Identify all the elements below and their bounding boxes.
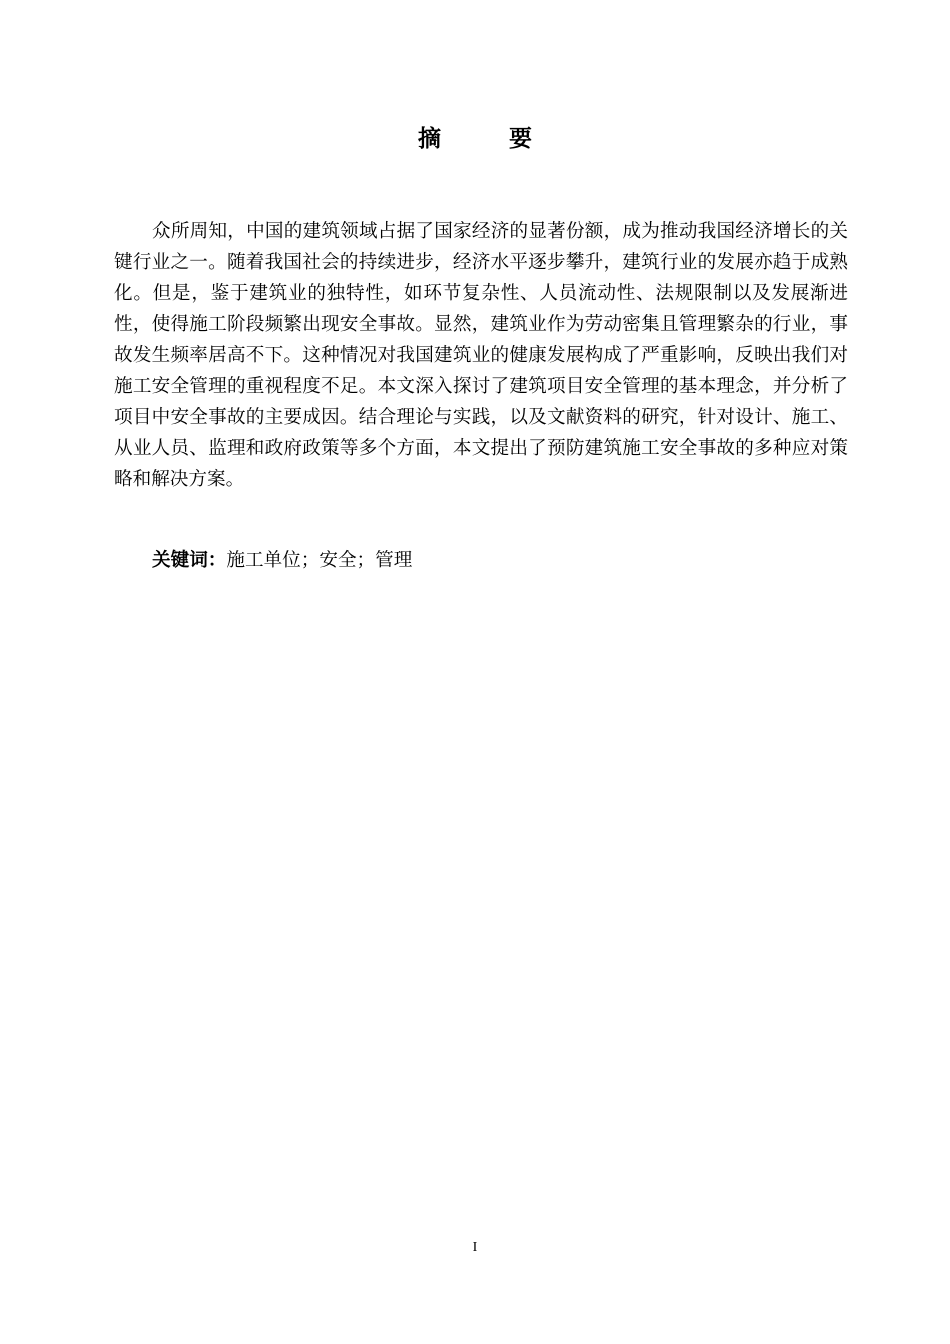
page-number: I [472, 1240, 478, 1255]
keywords-label: 关键词： [152, 550, 227, 571]
keywords-values: 施工单位；安全；管理 [226, 550, 413, 571]
keywords-line [152, 545, 848, 576]
abstract-paragraph: 众所周知，中国的建筑领域占据了国家经济的显著份额，成为推动我国经济增长的关键行业之一。随着我国社会的持续进步，经济水平逐步攀升，建筑行业的发展亦趋于成熟化。但是，鉴于建筑业的独特性，如环节复杂性、人员流动性、法规限制以及发展渐进性，使得施工阶段频繁出现安全事故。显然，建筑业作为劳动密集且管理繁杂的行业，事故发生频率居高不下。这种情况对我国建筑业的健康发展构成了严重影响，反映出我们对施工安全管理的重视程度不足。本文深入探讨了建筑项目安全管理的基本理念，并分析了项目中安全事故的主要成因。结合理论与实践，以及文献资料的研究，针对设计、施工、从业人员、监理和政府政策等多个方面，本文提出了预防建筑施工安全事故的多种应对策略和解决方案。 [114, 221, 848, 490]
abstract-title: 摘 要 [417, 126, 562, 152]
